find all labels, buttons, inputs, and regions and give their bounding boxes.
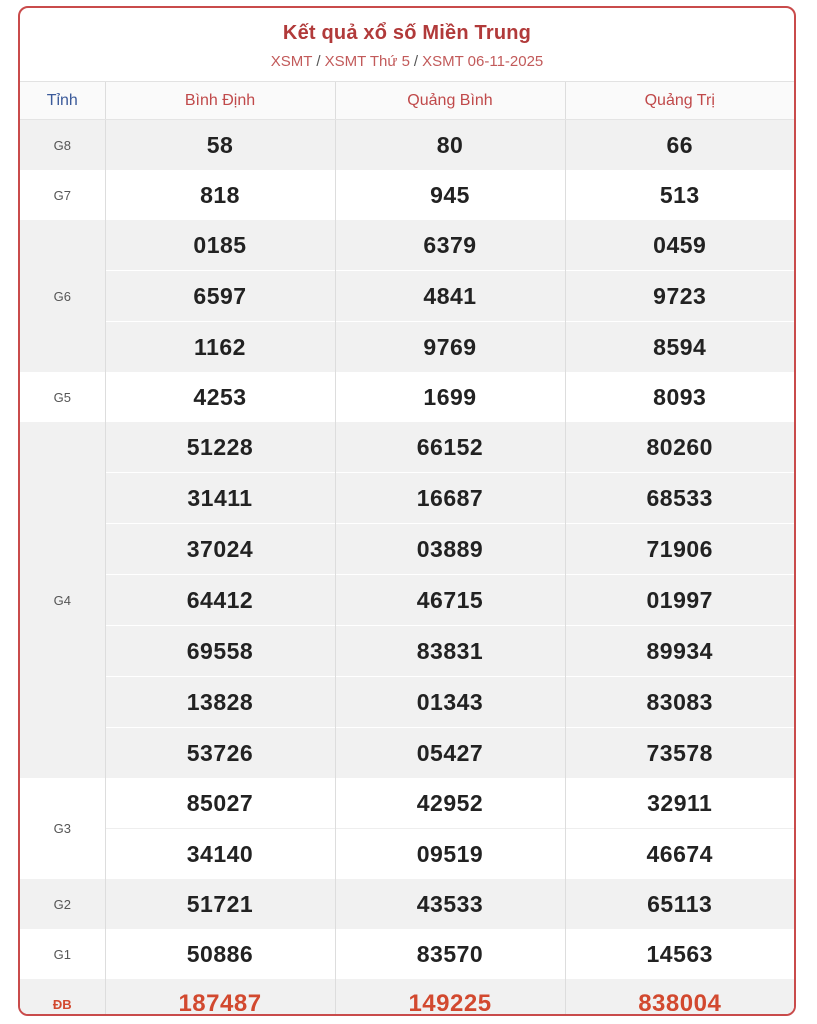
result-number: 42952 bbox=[335, 778, 565, 829]
result-number: 4841 bbox=[335, 271, 565, 322]
result-number: 51721 bbox=[105, 879, 335, 929]
table-header-row bbox=[20, 82, 794, 120]
result-number: 80 bbox=[335, 120, 565, 171]
result-number: 83083 bbox=[565, 677, 794, 728]
result-number: 0459 bbox=[565, 220, 794, 271]
prize-row-g4 bbox=[20, 728, 794, 779]
result-number: 46674 bbox=[565, 829, 794, 880]
prize-label: G8 bbox=[20, 120, 105, 171]
result-number: 53726 bbox=[105, 728, 335, 779]
breadcrumb-xsmt-thu5[interactable]: XSMT Thứ 5 bbox=[324, 53, 410, 70]
result-number: 03889 bbox=[335, 524, 565, 575]
prize-row-g4 bbox=[20, 626, 794, 677]
result-number: 58 bbox=[105, 120, 335, 171]
result-number: 05427 bbox=[335, 728, 565, 779]
prize-row-special bbox=[20, 979, 794, 1016]
result-number: 8093 bbox=[653, 383, 707, 410]
result-number: 68533 bbox=[565, 473, 794, 524]
results-header bbox=[20, 8, 794, 82]
result-number: 8594 bbox=[565, 322, 794, 373]
results-table bbox=[20, 82, 794, 1016]
result-number: 818 bbox=[105, 170, 335, 220]
prize-label: G4 bbox=[20, 422, 105, 778]
result-number: 09519 bbox=[335, 829, 565, 880]
result-number: 945 bbox=[335, 170, 565, 220]
breadcrumb-xsmt-date[interactable]: XSMT 06-11-2025 bbox=[422, 53, 544, 70]
prize-row-g6 bbox=[20, 271, 794, 322]
special-prize-number: 838004 bbox=[565, 979, 794, 1016]
result-number: 0185 bbox=[105, 220, 335, 271]
result-number: 37024 bbox=[105, 524, 335, 575]
prize-row-g6 bbox=[20, 220, 794, 271]
column-header-tinh: Tỉnh bbox=[20, 82, 105, 120]
result-number: 01997 bbox=[565, 575, 794, 626]
breadcrumb-separator: / bbox=[413, 53, 419, 70]
breadcrumb-separator: / bbox=[316, 53, 321, 70]
column-header-quang-tri[interactable]: Quảng Trị bbox=[565, 82, 794, 120]
prize-row-g1 bbox=[20, 929, 794, 979]
result-number: 9723 bbox=[565, 271, 794, 322]
result-number: 6379 bbox=[335, 220, 565, 271]
result-number: 1162 bbox=[105, 322, 335, 373]
result-number: 66152 bbox=[335, 422, 565, 473]
prize-row-g4 bbox=[20, 677, 794, 728]
prize-row-g5 bbox=[20, 372, 794, 422]
result-number: 46715 bbox=[335, 575, 565, 626]
prize-row-g3 bbox=[20, 829, 794, 880]
prize-row-g6 bbox=[20, 322, 794, 373]
prize-row-g4 bbox=[20, 422, 794, 473]
prize-row-g8 bbox=[20, 120, 794, 171]
result-number: 513 bbox=[659, 181, 700, 208]
result-number: 50886 bbox=[105, 929, 335, 979]
breadcrumb bbox=[20, 53, 794, 70]
breadcrumb-xsmt[interactable]: XSMT bbox=[270, 53, 313, 70]
result-number: 32911 bbox=[647, 789, 713, 816]
prize-label: G3 bbox=[20, 778, 105, 879]
prize-row-g2 bbox=[20, 879, 794, 929]
prize-label: G6 bbox=[20, 220, 105, 372]
prize-row-g4 bbox=[20, 473, 794, 524]
result-number: 01343 bbox=[335, 677, 565, 728]
result-number: 83831 bbox=[335, 626, 565, 677]
result-number: 14563 bbox=[646, 940, 713, 967]
prize-row-g7 bbox=[20, 170, 794, 220]
result-number: 65113 bbox=[565, 879, 794, 929]
special-prize-number: 149225 bbox=[335, 979, 565, 1016]
result-number: 1699 bbox=[335, 372, 565, 422]
prize-label: G5 bbox=[20, 372, 105, 422]
column-header-binh-dinh[interactable]: Bình Định bbox=[105, 82, 335, 120]
result-number: 43533 bbox=[335, 879, 565, 929]
result-number: 16687 bbox=[335, 473, 565, 524]
result-number: 64412 bbox=[105, 575, 335, 626]
page-title: Kết quả xổ số Miền Trung bbox=[282, 22, 532, 44]
special-prize-number: 187487 bbox=[105, 979, 335, 1016]
result-number: 51228 bbox=[105, 422, 335, 473]
result-number: 13828 bbox=[105, 677, 335, 728]
result-number: 31411 bbox=[105, 473, 335, 524]
result-number: 4253 bbox=[105, 372, 335, 422]
result-number: 66 bbox=[565, 120, 794, 171]
column-header-quang-binh[interactable]: Quảng Bình bbox=[335, 82, 565, 120]
result-number: 71906 bbox=[565, 524, 794, 575]
result-number: 85027 bbox=[105, 778, 335, 829]
result-number: 9769 bbox=[335, 322, 565, 373]
result-number: 83570 bbox=[335, 929, 565, 979]
result-number: 34140 bbox=[105, 829, 335, 880]
result-number: 89934 bbox=[565, 626, 794, 677]
prize-label: G1 bbox=[20, 929, 105, 979]
prize-row-g4 bbox=[20, 575, 794, 626]
result-number: 69558 bbox=[105, 626, 335, 677]
prize-row-g3 bbox=[20, 778, 794, 829]
prize-label: G7 bbox=[20, 170, 105, 220]
prize-label: G2 bbox=[20, 879, 105, 929]
result-number: 6597 bbox=[105, 271, 335, 322]
prize-label: ĐB bbox=[20, 979, 105, 1016]
results-card bbox=[18, 6, 796, 1016]
result-number: 73578 bbox=[565, 728, 794, 779]
result-number: 80260 bbox=[565, 422, 794, 473]
prize-row-g4 bbox=[20, 524, 794, 575]
